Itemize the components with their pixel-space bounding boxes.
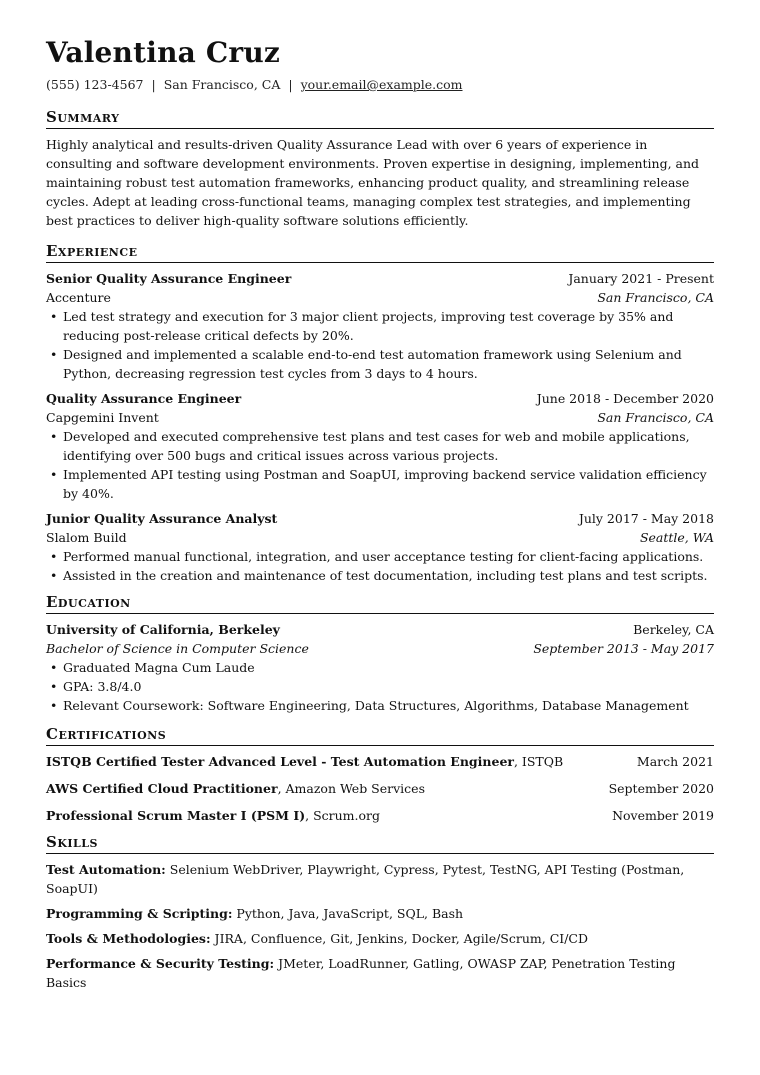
certification-issuer: , Amazon Web Services (277, 781, 425, 796)
job-title: Junior Quality Assurance Analyst (46, 511, 278, 526)
education-dates: September 2013 - May 2017 (533, 641, 714, 656)
job-title: Senior Quality Assurance Engineer (46, 271, 292, 286)
certification-issuer: , ISTQB (513, 754, 564, 769)
company-name: Capgemini Invent (46, 410, 159, 425)
summary-text: Highly analytical and results-driven Quality Assurance Lead with over 6 years of experience in consulting and software development environments. Proven expertise in designing, implementing, and maintaining robust test automation frameworks, enhancing product quality, and streamlining release cycles. Adept at leading cross-functional teams, managing complex test strategies, and implementing best practices to deliver high-quality software solutions efficiently. (46, 137, 700, 228)
phone-number: (555) 123-4567 (46, 77, 144, 92)
certification-name: AWS Certified Cloud Practitioner (46, 781, 278, 796)
list-item: • Implemented API testing using Postman and SoapUI, improving backend service validation efficiency by 40%. (50, 467, 707, 501)
skills-section (46, 833, 714, 992)
list-item: • Graduated Magna Cum Laude (50, 660, 255, 675)
degree: Bachelor of Science in Computer Science (46, 641, 309, 656)
certification-row (46, 752, 714, 771)
job-entry (46, 509, 714, 585)
skill-category: Tools & Methodologies: (46, 931, 211, 946)
skills-heading: Skills (46, 833, 714, 854)
skill-values: Python, Java, JavaScript, SQL, Bash (232, 906, 464, 921)
experience-heading: Experience (46, 242, 714, 263)
list-item: • GPA: 3.8/4.0 (50, 679, 142, 694)
skill-values: Selenium WebDriver, Playwright, Cypress, Pytest, TestNG, API Testing (Postman, SoapUI) (46, 862, 685, 896)
list-item: • Designed and implemented a scalable end-to-end test automation framework using Selenium and Python, decreasing regression test cycles from 3 days to 4 hours. (50, 347, 682, 381)
skill-line (46, 904, 714, 923)
list-item: • Performed manual functional, integration, and user acceptance testing for client-facing applications. (50, 549, 704, 564)
certification-date: March 2021 (636, 754, 714, 769)
skill-category: Test Automation: (46, 862, 166, 877)
certifications-section (46, 725, 714, 825)
list-item: • Developed and executed comprehensive test plans and test cases for web and mobile applications, identifying over 500 bugs and critical issues across various projects. (50, 429, 690, 463)
summary-heading: Summary (46, 108, 714, 129)
job-bullets (46, 307, 714, 383)
candidate-name: Valentina Cruz (46, 36, 281, 69)
certification-name: Professional Scrum Master I (PSM I) (46, 808, 306, 823)
certification-row (46, 779, 714, 798)
certification-name: ISTQB Certified Tester Advanced Level - Test Automation Engineer (46, 754, 514, 769)
skill-line (46, 860, 714, 898)
company-name: Accenture (46, 290, 111, 305)
summary-section (46, 108, 714, 230)
certification-date: November 2019 (612, 808, 714, 823)
contact-separator: | (288, 77, 293, 92)
list-item: • Assisted in the creation and maintenance of test documentation, including test plans and test scripts. (50, 568, 708, 583)
job-entry (46, 269, 714, 383)
school-name: University of California, Berkeley (46, 622, 280, 637)
contact-line (46, 76, 714, 94)
company-name: Slalom Build (46, 530, 127, 545)
experience-section (46, 242, 714, 585)
skill-line (46, 954, 714, 992)
skill-values: JMeter, LoadRunner, Gatling, OWASP ZAP, Penetration Testing Basics (46, 956, 676, 990)
education-section (46, 593, 714, 715)
certifications-heading: Certifications (46, 725, 714, 746)
job-location: San Francisco, CA (597, 410, 714, 425)
job-bullets (46, 427, 714, 503)
education-heading: Education (46, 593, 714, 614)
skill-category: Performance & Security Testing: (46, 956, 275, 971)
job-dates: July 2017 - May 2018 (578, 511, 714, 526)
certification-issuer: , Scrum.org (305, 808, 380, 823)
job-dates: January 2021 - Present (568, 271, 714, 286)
job-entry (46, 389, 714, 503)
school-location: Berkeley, CA (633, 622, 714, 637)
job-location: Seattle, WA (639, 530, 714, 545)
email-link[interactable]: your.email@example.com (300, 77, 463, 92)
contact-separator: | (151, 77, 156, 92)
education-bullets (46, 658, 714, 715)
skill-category: Programming & Scripting: (46, 906, 233, 921)
certification-date: September 2020 (608, 781, 714, 796)
job-title: Quality Assurance Engineer (46, 391, 242, 406)
list-item: • Relevant Coursework: Software Engineering, Data Structures, Algorithms, Database Management (50, 698, 689, 713)
certification-row (46, 806, 714, 825)
list-item: • Led test strategy and execution for 3 major client projects, improving test coverage by 35% and reducing post-release critical defects by 20%. (50, 309, 674, 343)
job-location: San Francisco, CA (597, 290, 714, 305)
job-dates: June 2018 - December 2020 (536, 391, 714, 406)
job-bullets (46, 547, 714, 585)
skill-values: JIRA, Confluence, Git, Jenkins, Docker, Agile/Scrum, CI/CD (210, 931, 588, 946)
location: San Francisco, CA (163, 77, 281, 92)
skill-line (46, 929, 714, 948)
